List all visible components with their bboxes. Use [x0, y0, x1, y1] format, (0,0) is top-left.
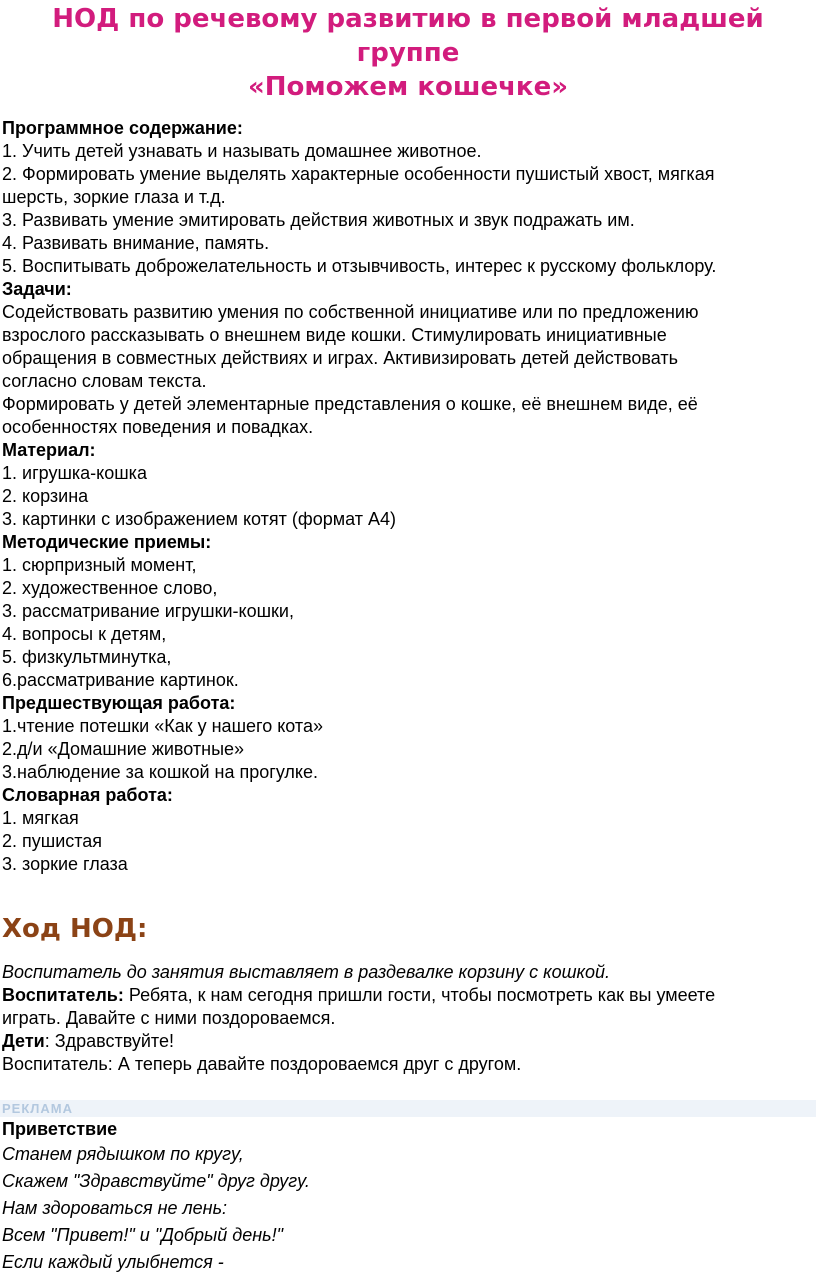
- section-spacer: [2, 876, 816, 912]
- previous-work-heading: Предшествующая работа:: [2, 693, 236, 713]
- program-item: 3. Развивать умение эмитировать действия животных и звук подражать им.: [2, 210, 635, 230]
- tasks-line: особенностях поведения и повадках.: [2, 417, 314, 437]
- page-title-line-2: «Поможем кошечке»: [247, 72, 569, 102]
- program-item: 4. Развивать внимание, память.: [2, 233, 270, 253]
- program-item: 2. Формировать умение выделять характерные особенности пушистый хвост, мягкая: [2, 164, 715, 184]
- material-item: 3. картинки с изображением котят (формат А4): [2, 509, 396, 529]
- teacher-label: Воспитатель:: [2, 985, 124, 1005]
- tasks-line: обращения в совместных действиях и играх. Активизировать детей действовать: [2, 348, 678, 368]
- vocab-heading: Словарная работа:: [2, 785, 173, 805]
- material-heading: Материал:: [2, 440, 96, 460]
- hod-intro: Воспитатель до занятия выставляет в раздевалке корзину с кошкой.: [2, 962, 611, 982]
- methods-item: 2. художественное слово,: [2, 578, 218, 598]
- page-title: [0, 0, 816, 104]
- previous-work-item: 3.наблюдение за кошкой на прогулке.: [2, 762, 319, 782]
- material-item: 2. корзина: [2, 486, 89, 506]
- methods-item: 1. сюрпризный момент,: [2, 555, 197, 575]
- teacher-text: Ребята, к нам сегодня пришли гости, чтобы посмотреть как вы умеете: [123, 985, 716, 1005]
- vocab-item: 2. пушистая: [2, 831, 103, 851]
- vocab-item: 1. мягкая: [2, 808, 79, 828]
- teacher-line-cont: играть. Давайте с ними поздороваемся.: [2, 1008, 336, 1028]
- children-line: [2, 1030, 816, 1053]
- program-item: шерсть, зоркие глаза и т.д.: [2, 187, 226, 207]
- tasks-line: согласно словам текста.: [2, 371, 207, 391]
- program-heading: Программное содержание:: [2, 118, 243, 138]
- methods-item: 5. физкультминутка,: [2, 647, 172, 667]
- poem-line: Если каждый улыбнется -: [2, 1252, 224, 1272]
- tasks-heading: Задачи:: [2, 279, 72, 299]
- methods-item: 6.рассматривание картинок.: [2, 670, 239, 690]
- previous-work-item: 2.д/и «Домашние животные»: [2, 739, 245, 759]
- children-text: : Здравствуйте!: [44, 1031, 174, 1051]
- methods-item: 4. вопросы к детям,: [2, 624, 167, 644]
- material-item: 1. игрушка-кошка: [2, 463, 147, 483]
- program-item: 5. Воспитывать доброжелательность и отзывчивость, интерес к русскому фольклору.: [2, 256, 717, 276]
- program-item: 1. Учить детей узнавать и называть домашнее животное.: [2, 141, 482, 161]
- poem-line: Всем "Привет!" и "Добрый день!": [2, 1225, 284, 1245]
- vocab-item: 3. зоркие глаза: [2, 854, 128, 874]
- greeting-section: [0, 1117, 816, 1276]
- methods-item: 3. рассматривание игрушки-кошки,: [2, 601, 294, 621]
- children-label: Дети: [2, 1031, 45, 1051]
- poem-line: Скажем "Здравствуйте" друг другу.: [2, 1171, 310, 1191]
- teacher-greeting-line: Воспитатель: А теперь давайте поздороваемся друг с другом.: [2, 1054, 522, 1074]
- poem-line: Станем рядышком по кругу,: [2, 1144, 244, 1164]
- section-spacer: [2, 946, 816, 961]
- document-body: [0, 117, 816, 1076]
- greeting-title: Приветствие: [2, 1119, 118, 1139]
- previous-work-item: 1.чтение потешки «Как у нашего кота»: [2, 716, 323, 736]
- poem-line: Нам здороваться не лень:: [2, 1198, 228, 1218]
- tasks-line: взрослого рассказывать о внешнем виде кошки. Стимулировать инициативные: [2, 325, 667, 345]
- page-title-line-1: НОД по речевому развитию в первой младшей группе: [52, 4, 764, 68]
- tasks-line: Формировать у детей элементарные представления о кошке, её внешнем виде, её: [2, 394, 698, 414]
- methods-heading: Методические приемы:: [2, 532, 212, 552]
- hod-title: Ход НОД:: [2, 914, 148, 944]
- tasks-line: Содействовать развитию умения по собственной инициативе или по предложению: [2, 302, 699, 322]
- teacher-line: [2, 984, 816, 1007]
- ad-label: РЕКЛАМА: [0, 1100, 816, 1117]
